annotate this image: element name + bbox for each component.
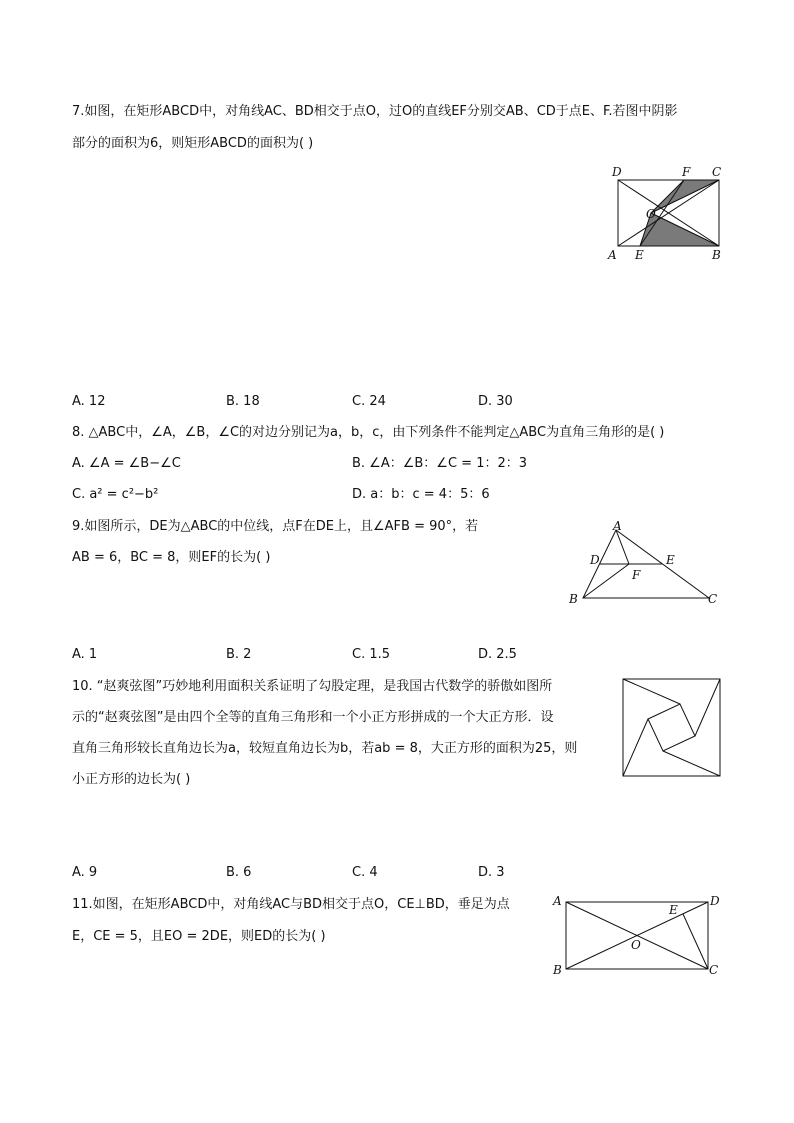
q7-text-line2: 部分的面积为6，则矩形ABCD的面积为( ) xyxy=(72,136,314,151)
q10-option-b: B. 6 xyxy=(226,865,252,880)
q10-figure-zhaoshuang xyxy=(622,678,722,778)
q9-label-C: C xyxy=(708,592,718,606)
q8-option-b: B. ∠A：∠B：∠C = 1：2：3 xyxy=(352,456,528,471)
q7-label-E: E xyxy=(635,248,644,262)
q10-option-d: D. 3 xyxy=(478,865,505,880)
q10-hyp-4 xyxy=(623,719,648,776)
q10-hyp-3 xyxy=(663,751,720,776)
q11-segment-ce xyxy=(683,914,708,969)
q8-option-c: C. a² = c²−b² xyxy=(72,487,159,502)
q10-text-line2: 示的“赵爽弦图”是由四个全等的直角三角形和一个小正方形拼成的一个大正方形．设 xyxy=(72,710,554,725)
q10-text-line1: 10. “赵爽弦图”巧妙地利用面积关系证明了勾股定理，是我国古代数学的骄傲如图所 xyxy=(72,679,553,694)
q10-big-square xyxy=(623,679,720,776)
q11-label-E: E xyxy=(669,903,678,917)
q7-option-d: D. 30 xyxy=(478,394,513,409)
q9-segment-bf xyxy=(583,564,629,598)
q10-hyp-2 xyxy=(695,679,720,736)
q9-label-B: B xyxy=(569,592,578,606)
q7-label-O: O xyxy=(646,207,656,221)
q7-option-c: C. 24 xyxy=(352,394,386,409)
q9-label-E: E xyxy=(666,553,675,567)
q11-label-D: D xyxy=(710,894,720,908)
q7-label-C: C xyxy=(712,165,722,179)
q11-label-C: C xyxy=(709,963,719,977)
q9-label-D: D xyxy=(590,553,600,567)
q7-label-F: F xyxy=(682,165,691,179)
q9-option-d: D. 2.5 xyxy=(478,647,517,662)
q9-option-b: B. 2 xyxy=(226,647,252,662)
q10-option-a: A. 9 xyxy=(72,865,98,880)
q8-text-line1: 8. △ABC中，∠A，∠B，∠C的对边分别记为a，b，c，由下列条件不能判定△ABC为直角三角形的是( ) xyxy=(72,425,665,440)
q9-label-F: F xyxy=(632,568,641,582)
q7-label-A: A xyxy=(608,248,617,262)
q9-option-a: A. 1 xyxy=(72,647,98,662)
q10-text-line4: 小正方形的边长为( ) xyxy=(72,772,191,787)
q8-option-d: D. a：b：c = 4：5：6 xyxy=(352,487,490,502)
q7-option-b: B. 18 xyxy=(226,394,260,409)
q9-text-line2: AB = 6，BC = 8，则EF的长为( ) xyxy=(72,550,271,565)
q9-text-line1: 9.如图所示，DE为△ABC的中位线，点F在DE上，且∠AFB = 90°，若 xyxy=(72,519,479,534)
q9-label-A: A xyxy=(613,519,622,533)
q9-option-c: C. 1.5 xyxy=(352,647,391,662)
q11-text-line2: E，CE = 5，且EO = 2DE，则ED的长为( ) xyxy=(72,929,326,944)
q10-small-square xyxy=(648,704,695,751)
q7-figure xyxy=(604,164,744,264)
q11-label-A: A xyxy=(553,894,562,908)
q10-option-c: C. 4 xyxy=(352,865,378,880)
q11-text-line1: 11.如图，在矩形ABCD中，对角线AC与BD相交于点O，CE⊥BD，垂足为点 xyxy=(72,897,510,912)
q7-text-line1: 7.如图，在矩形ABCD中，对角线AC、BD相交于点O，过O的直线EF分别交AB、CD于点E、F.若图中阴影 xyxy=(72,104,678,119)
q7-option-a: A. 12 xyxy=(72,394,106,409)
q7-label-B: B xyxy=(712,248,721,262)
q7-label-D: D xyxy=(612,165,622,179)
q11-figure xyxy=(550,892,730,982)
q8-option-a: A. ∠A = ∠B−∠C xyxy=(72,456,181,471)
q11-label-B: B xyxy=(553,963,562,977)
q10-text-line3: 直角三角形较长直角边长为a，较短直角边长为b，若ab = 8，大正方形的面积为25，则 xyxy=(72,741,578,756)
q10-hyp-1 xyxy=(623,679,680,704)
q9-figure xyxy=(566,518,726,608)
q11-label-O: O xyxy=(631,938,641,952)
